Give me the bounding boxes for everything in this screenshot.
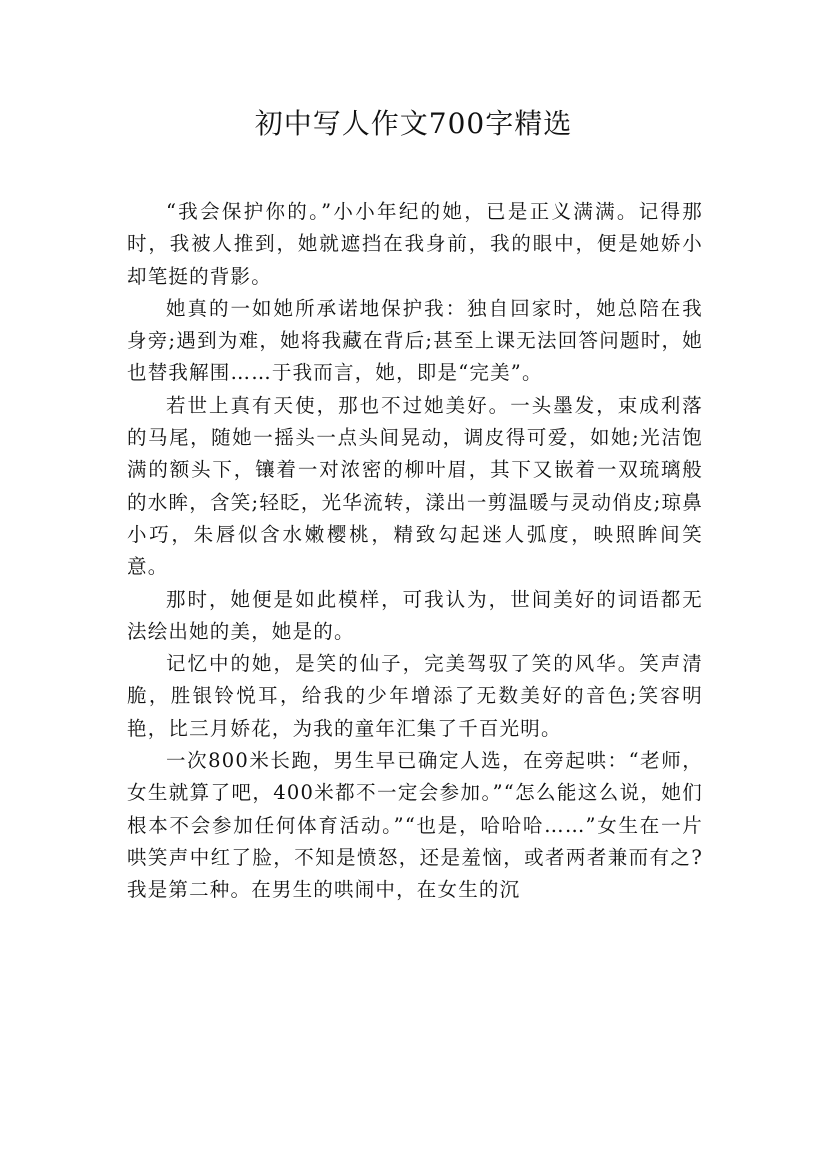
paragraph-5: 记忆中的她，是笑的仙子，完美驾驭了笑的风华。笑声清脆，胜银铃悦耳，给我的少年增添了无数美好的音色;笑容明艳，比三月娇花，为我的童年汇集了千百光明。 [127, 652, 703, 740]
paragraph-1: “我会保护你的。”小小年纪的她，已是正义满满。记得那时，我被人推到，她就遮挡在我身前，我的眼中，便是她娇小却笔挺的背影。 [127, 200, 703, 288]
document-title: 初中写人作文700字精选 [254, 107, 573, 140]
paragraph-4: 那时，她便是如此模样，可我认为，世间美好的词语都无法绘出她的美，她是的。 [127, 587, 703, 643]
paragraph-6: 一次800米长跑，男生早已确定人选，在旁起哄：“老师，女生就算了吧，400米都不一定会参加。”“怎么能这么说，她们根本不会参加任何体育活动。”“也是，哈哈哈……”女生在一片哄笑声中红了脸，不知是愤怒，还是羞恼，或者两者兼而有之?我是第二种。在男生的哄闹中，在女生的沉 [127, 749, 703, 902]
document-body [127, 196, 703, 907]
paragraph-2: 她真的一如她所承诺地保护我：独自回家时，她总陪在我身旁;遇到为难，她将我藏在背后;甚至上课无法回答问题时，她也替我解围……于我而言，她，即是“完美”。 [127, 296, 703, 385]
paragraph-3: 若世上真有天使，那也不过她美好。一头墨发，束成利落的马尾，随她一摇头一点头间晃动，调皮得可爱，如她;光洁饱满的额头下，镶着一对浓密的柳叶眉，其下又嵌着一双琉璃般的水眸，含笑;轻眨，光华流转，漾出一剪温暖与灵动俏皮;琼鼻小巧，朱唇似含水嫩樱桃，精致勾起迷人弧度，映照眸间笑意。 [127, 393, 703, 579]
